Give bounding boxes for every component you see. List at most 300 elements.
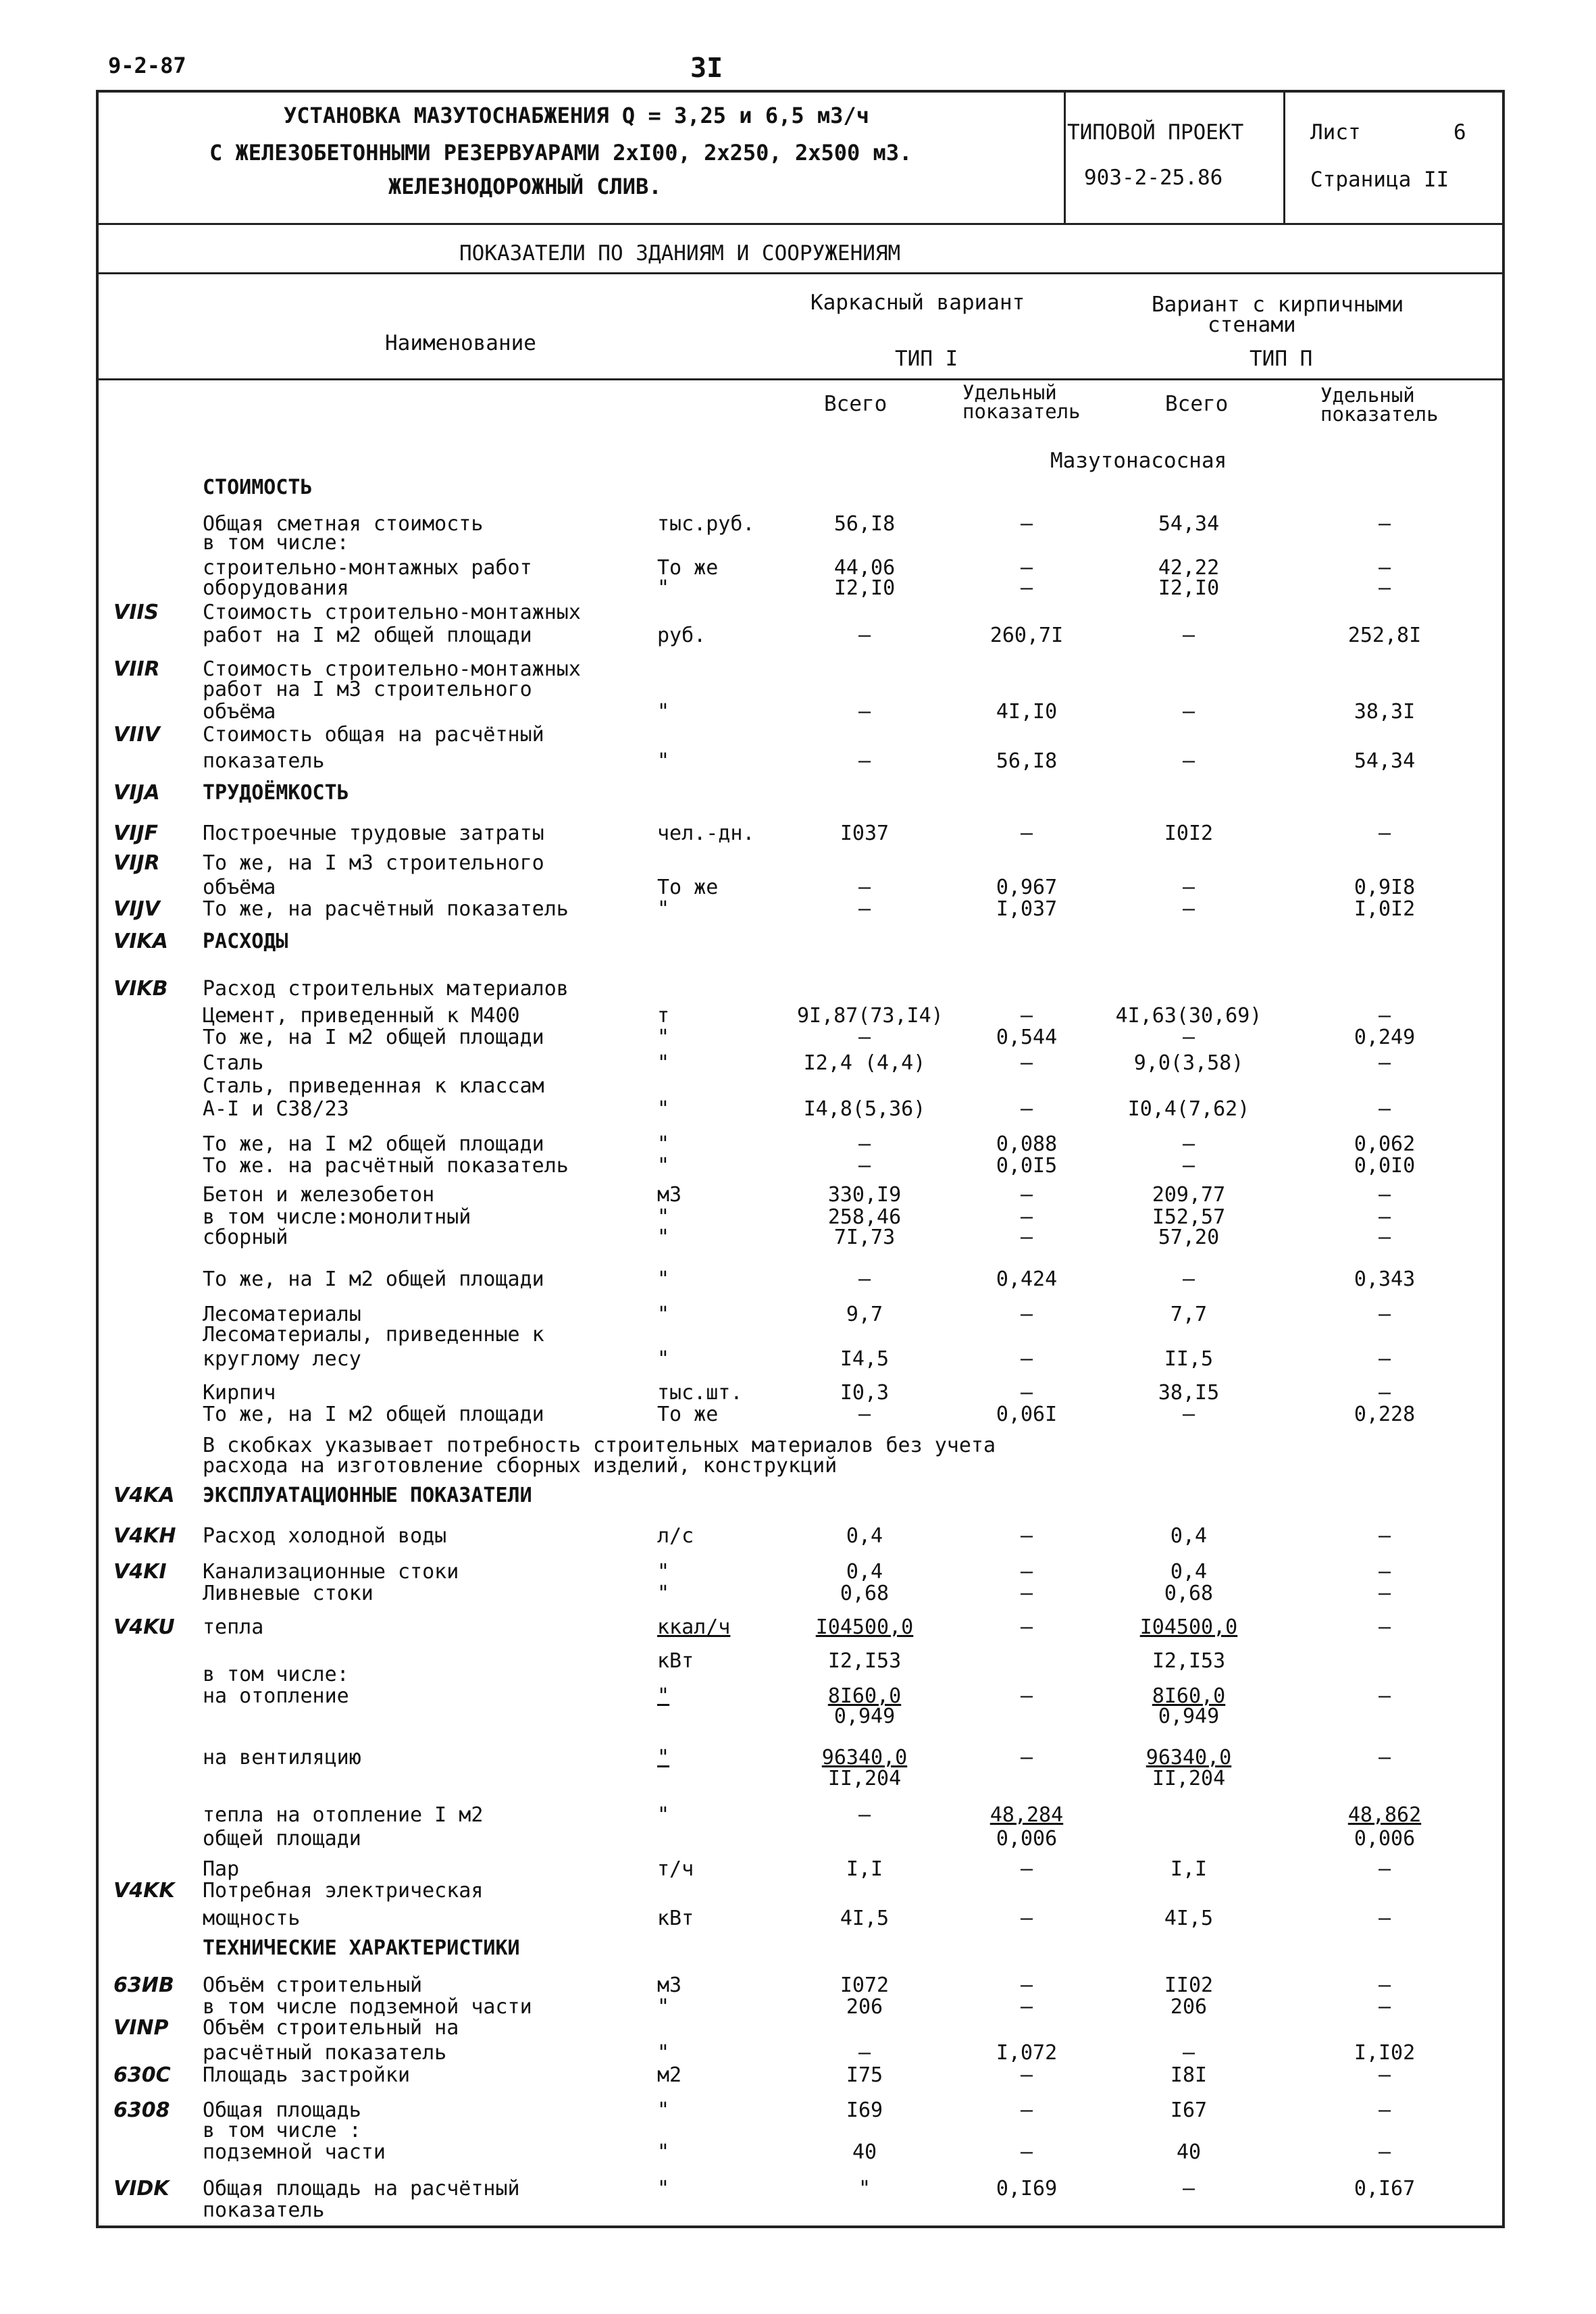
row-name: показатель — [203, 2198, 325, 2222]
cell-total-type2: – — [1182, 1154, 1195, 1178]
cell-specific-type1: – — [1020, 556, 1033, 580]
cell-specific-type1: – — [1020, 1183, 1033, 1207]
cell-total-type2: II,204 — [1152, 1767, 1226, 1790]
row-name: Пар — [203, 1857, 240, 1881]
cell-total-type1: 0,4 — [846, 1524, 883, 1548]
row-name: строительно-монтажных работ — [203, 556, 532, 580]
cell-specific-type2: 252,8I — [1347, 624, 1422, 647]
cell-total-type1: – — [858, 749, 871, 773]
cell-specific-type1: 0,006 — [996, 1827, 1058, 1851]
cell-specific-type1: 0,967 — [996, 876, 1058, 899]
row-name: работ на I м3 строительного — [203, 678, 532, 701]
total-header-1: Всего — [824, 392, 887, 416]
row-unit: ккал/ч — [657, 1615, 731, 1639]
row-name: Общая сметная стоимость — [203, 512, 484, 536]
cell-total-type2: 0,68 — [1164, 1582, 1214, 1605]
row-unit: " — [657, 1205, 670, 1229]
row-code: 63ИB — [113, 1973, 174, 1997]
page-label: Страница II — [1310, 168, 1449, 192]
row-name: расхода на изготовление сборных изделий, конструкций — [203, 1454, 838, 1478]
cell-specific-type2: I,0I2 — [1354, 897, 1416, 921]
cell-total-type1: – — [858, 1403, 871, 1426]
cell-specific-type1: – — [1020, 1684, 1033, 1708]
title-line-3: ЖЕЛЕЗНОДОРОЖНЫЙ СЛИВ. — [388, 174, 662, 199]
cell-specific-type1: – — [1020, 1524, 1033, 1548]
cell-total-type1: I4,5 — [840, 1347, 890, 1371]
cell-total-type2: – — [1182, 1267, 1195, 1291]
row-name: объёма — [203, 700, 276, 724]
cell-total-type2: I2,I53 — [1152, 1649, 1226, 1673]
cell-total-type1: 330,I9 — [827, 1183, 902, 1207]
cell-specific-type1: 4I,I0 — [996, 700, 1058, 724]
row-unit: " — [657, 576, 670, 600]
cell-total-type2: 54,34 — [1158, 512, 1220, 536]
row-name: оборудования — [203, 576, 349, 600]
row-name: общей площади — [203, 1827, 361, 1851]
row-name: Общая площадь на расчётный — [203, 2177, 520, 2200]
cell-specific-type1: – — [1020, 1381, 1033, 1405]
cell-specific-type2: – — [1378, 1615, 1391, 1639]
cell-total-type2: – — [1182, 1403, 1195, 1426]
cell-specific-type1: – — [1020, 822, 1033, 845]
row-name: Площадь застройки — [203, 2063, 411, 2087]
row-name: СТОИМОСТЬ — [203, 476, 313, 499]
row-code: VIIV — [113, 723, 160, 747]
row-unit: " — [657, 1582, 670, 1605]
cell-specific-type2: – — [1378, 1381, 1391, 1405]
cell-specific-type1: – — [1020, 1973, 1033, 1997]
cell-specific-type1: – — [1020, 2063, 1033, 2087]
cell-specific-type2: – — [1378, 1303, 1391, 1326]
row-name: мощность — [203, 1907, 301, 1930]
cell-total-type1: I69 — [846, 2098, 883, 2122]
cell-specific-type1: 0,088 — [996, 1132, 1058, 1156]
cell-total-type2: II,5 — [1164, 1347, 1214, 1371]
row-unit: л/с — [657, 1524, 694, 1548]
row-unit: " — [657, 1560, 670, 1584]
cell-total-type1: 40 — [852, 2140, 877, 2164]
row-code: VIJV — [113, 897, 160, 921]
cell-total-type2: 42,22 — [1158, 556, 1220, 580]
cell-specific-type1: 0,0I5 — [996, 1154, 1058, 1178]
cell-specific-type2: – — [1378, 1746, 1391, 1769]
cell-specific-type2: 38,3I — [1354, 700, 1416, 724]
cell-total-type1: I072 — [840, 1973, 890, 1997]
cell-specific-type2: – — [1378, 1051, 1391, 1075]
row-name: Лесоматериалы, приведенные к — [203, 1323, 544, 1347]
row-unit: То же — [657, 1403, 719, 1426]
row-code: V4KI — [113, 1560, 167, 1584]
cell-specific-type1: – — [1020, 2140, 1033, 2164]
cell-total-type2: – — [1182, 1132, 1195, 1156]
sheet-number: 6 — [1453, 120, 1466, 145]
row-code: VIIS — [113, 601, 159, 624]
row-name: Стоимость строительно-монтажных — [203, 657, 581, 681]
cell-total-type2: 7,7 — [1170, 1303, 1208, 1326]
cell-total-type1: I2,4 (4,4) — [803, 1051, 926, 1075]
row-name: Объём строительный — [203, 1973, 423, 1997]
name-header: Наименование — [385, 331, 536, 355]
row-unit: т/ч — [657, 1857, 694, 1881]
row-name: Стоимость строительно-монтажных — [203, 601, 581, 624]
cell-specific-type1: – — [1020, 1051, 1033, 1075]
cell-total-type1: I75 — [846, 2063, 883, 2087]
row-unit: " — [657, 1746, 670, 1769]
cell-specific-type2: 0,006 — [1354, 1827, 1416, 1851]
specific-header-1-line-1: Удельный — [962, 381, 1057, 404]
cell-total-type2: I2,I0 — [1158, 576, 1220, 600]
cell-specific-type1: – — [1020, 1226, 1033, 1249]
project-label: ТИПОВОЙ ПРОЕКТ — [1067, 120, 1244, 145]
row-name: расчётный показатель — [203, 2041, 447, 2065]
row-unit: " — [657, 1995, 670, 2019]
row-unit: " — [657, 2098, 670, 2122]
row-unit: То же — [657, 876, 719, 899]
title-line-1: УСТАНОВКА МАЗУТОСНАБЖЕНИЯ Q = 3,25 и 6,5 м3/ч — [284, 103, 869, 128]
cell-total-type1: – — [858, 1267, 871, 1291]
cell-specific-type2: – — [1378, 1347, 1391, 1371]
row-name: на вентиляцию — [203, 1746, 361, 1769]
cell-specific-type1: – — [1020, 1347, 1033, 1371]
row-code: VIJF — [113, 822, 159, 845]
cell-total-type2: 209,77 — [1152, 1183, 1226, 1207]
cell-total-type1: 8I60,0 — [827, 1684, 902, 1708]
row-name: То же, на расчётный показатель — [203, 897, 569, 921]
row-code: VIIR — [113, 657, 160, 681]
cell-total-type2: I67 — [1170, 2098, 1208, 2122]
row-unit: " — [657, 1267, 670, 1291]
cell-total-type2: 0,4 — [1170, 1524, 1208, 1548]
row-unit: " — [657, 1303, 670, 1326]
cell-specific-type2: 0,343 — [1354, 1267, 1416, 1291]
cell-total-type1: 258,46 — [827, 1205, 902, 1229]
row-code: V4KA — [113, 1484, 175, 1507]
cell-specific-type2: – — [1378, 1582, 1391, 1605]
row-name: Канализационные стоки — [203, 1560, 459, 1584]
row-name: Ливневые стоки — [203, 1582, 374, 1605]
variant-1-header: Каркасный вариант — [810, 291, 1025, 315]
cell-specific-type2: 0,I67 — [1354, 2177, 1416, 2200]
cell-total-type1: II,204 — [827, 1767, 902, 1790]
cell-total-type2: 0,949 — [1158, 1705, 1220, 1728]
cell-specific-type2: – — [1378, 1205, 1391, 1229]
row-code: VIKA — [113, 930, 168, 953]
cell-total-type1: – — [858, 1132, 871, 1156]
cell-total-type2: I0,4(7,62) — [1127, 1097, 1250, 1121]
title-bottom-rule — [96, 223, 1505, 225]
cell-specific-type1: 56,I8 — [996, 749, 1058, 773]
cell-specific-type1: 0,I69 — [996, 2177, 1058, 2200]
cell-total-type1: I037 — [840, 822, 890, 845]
row-name: в том числе:монолитный — [203, 1205, 471, 1229]
cell-total-type1: 7I,73 — [833, 1226, 896, 1249]
cell-total-type1: I04500,0 — [815, 1615, 914, 1639]
row-name: Стоимость общая на расчётный — [203, 723, 544, 747]
cell-total-type1: 0,949 — [833, 1705, 896, 1728]
row-unit: " — [657, 1226, 670, 1249]
cell-total-type2: 206 — [1170, 1995, 1208, 2019]
cell-total-type2: II02 — [1164, 1973, 1214, 1997]
cell-specific-type2: 0,249 — [1354, 1026, 1416, 1049]
row-name: в том числе: — [203, 1663, 349, 1686]
building-name: Мазутонасосная — [1050, 449, 1227, 473]
row-name: в том числе: — [203, 531, 349, 555]
cell-total-type2: – — [1182, 700, 1195, 724]
row-unit: м2 — [657, 2063, 682, 2087]
cell-specific-type1: – — [1020, 1582, 1033, 1605]
cell-specific-type2: – — [1378, 1907, 1391, 1930]
row-unit: " — [657, 1132, 670, 1156]
row-unit: " — [657, 1803, 670, 1827]
cell-specific-type2: 0,9I8 — [1354, 876, 1416, 899]
title-divider-2 — [1283, 90, 1285, 223]
cell-total-type1: – — [858, 2041, 871, 2065]
cell-total-type1: – — [858, 1154, 871, 1178]
row-name: Сталь, приведенная к классам — [203, 1074, 544, 1098]
row-name: То же, на I м2 общей площади — [203, 1403, 544, 1426]
page-number: 3I — [690, 53, 723, 84]
row-unit: тыс.шт. — [657, 1381, 743, 1405]
row-name: В скобках указывает потребность строительных материалов без учета — [203, 1434, 996, 1457]
cell-total-type1: 96340,0 — [821, 1746, 908, 1769]
cell-total-type1: – — [858, 624, 871, 647]
cell-specific-type2: – — [1378, 1004, 1391, 1028]
cell-specific-type2: 54,34 — [1354, 749, 1416, 773]
cell-specific-type2: 0,228 — [1354, 1403, 1416, 1426]
type-1-header: ТИП I — [895, 347, 958, 371]
cell-specific-type1: 0,424 — [996, 1267, 1058, 1291]
row-code: 6308 — [113, 2098, 170, 2122]
row-name: То же, на I м2 общей площади — [203, 1026, 544, 1049]
caption-rule — [96, 272, 1505, 274]
cell-specific-type2: – — [1378, 1684, 1391, 1708]
cell-total-type2: 8I60,0 — [1152, 1684, 1226, 1708]
cell-specific-type1: – — [1020, 1857, 1033, 1881]
row-unit: " — [657, 1154, 670, 1178]
cell-total-type1: – — [858, 897, 871, 921]
cell-specific-type1: – — [1020, 2098, 1033, 2122]
cell-total-type2: 0,4 — [1170, 1560, 1208, 1584]
cell-total-type2: 38,I5 — [1158, 1381, 1220, 1405]
cell-total-type2: 4I,5 — [1164, 1907, 1214, 1930]
row-name: То же, на I м2 общей площади — [203, 1267, 544, 1291]
row-unit: " — [657, 2140, 670, 2164]
row-name: подземной части — [203, 2140, 386, 2164]
cell-total-type2: I,I — [1170, 1857, 1208, 1881]
cell-specific-type1: – — [1020, 1004, 1033, 1028]
table-caption: ПОКАЗАТЕЛИ ПО ЗДАНИЯМ И СООРУЖЕНИЯМ — [459, 241, 901, 266]
cell-total-type2: I0I2 — [1164, 822, 1214, 845]
row-name: в том числе подземной части — [203, 1995, 532, 2019]
row-code: V4KH — [113, 1524, 176, 1548]
row-name: объёма — [203, 876, 276, 899]
cell-specific-type2: – — [1378, 822, 1391, 845]
cell-total-type1: I2,I0 — [833, 576, 896, 600]
cell-specific-type1: – — [1020, 1615, 1033, 1639]
row-name: Общая площадь — [203, 2098, 361, 2122]
sheet-label: Лист — [1310, 120, 1361, 145]
title-divider-1 — [1064, 90, 1066, 223]
cell-total-type2: 57,20 — [1158, 1226, 1220, 1249]
row-name: То же. на расчётный показатель — [203, 1154, 569, 1178]
cell-specific-type2: – — [1378, 2063, 1391, 2087]
cell-specific-type1: – — [1020, 512, 1033, 536]
row-code: V4KU — [113, 1615, 175, 1639]
cell-specific-type2: – — [1378, 1226, 1391, 1249]
row-name: на отопление — [203, 1684, 349, 1708]
cell-total-type2: – — [1182, 876, 1195, 899]
row-unit: " — [657, 749, 670, 773]
row-name: ТРУДОЁМКОСТЬ — [203, 781, 349, 805]
cell-total-type1: 0,4 — [846, 1560, 883, 1584]
cell-specific-type1: – — [1020, 1907, 1033, 1930]
cell-specific-type1: 260,7I — [989, 624, 1064, 647]
specific-header-2-line-1: Удельный — [1320, 384, 1415, 407]
cell-total-type1: 9I,87(73,I4) — [797, 1004, 944, 1028]
row-code: V4KK — [113, 1879, 175, 1903]
variant-2-header-line-2: стенами — [1208, 313, 1296, 337]
cell-total-type1: – — [858, 1803, 871, 1827]
row-unit: " — [657, 2177, 670, 2200]
row-unit: кВт — [657, 1649, 694, 1673]
cell-specific-type2: – — [1378, 1857, 1391, 1881]
cell-total-type1: 206 — [846, 1995, 883, 2019]
row-unit: То же — [657, 556, 719, 580]
cell-specific-type2: 0,0I0 — [1354, 1154, 1416, 1178]
cell-specific-type2: – — [1378, 512, 1391, 536]
row-unit: " — [657, 897, 670, 921]
row-name: Бетон и железобетон — [203, 1183, 435, 1207]
row-unit: м3 — [657, 1973, 682, 1997]
row-name: ТЕХНИЧЕСКИЕ ХАРАКТЕРИСТИКИ — [203, 1936, 520, 1960]
cell-total-type2: – — [1182, 624, 1195, 647]
row-code: VIJR — [113, 851, 160, 875]
row-unit: " — [657, 1097, 670, 1121]
row-unit: чел.-дн. — [657, 822, 755, 845]
cell-total-type1: – — [858, 1026, 871, 1049]
row-name: показатель — [203, 749, 325, 773]
row-name: работ на I м2 общей площади — [203, 624, 532, 647]
cell-specific-type2: – — [1378, 1097, 1391, 1121]
cell-total-type2: – — [1182, 2041, 1195, 2065]
cell-specific-type2: – — [1378, 576, 1391, 600]
header-rule — [96, 378, 1505, 380]
cell-total-type1: 9,7 — [846, 1303, 883, 1326]
cell-total-type1: I2,I53 — [827, 1649, 902, 1673]
row-unit: кВт — [657, 1907, 694, 1930]
cell-specific-type1: – — [1020, 1995, 1033, 2019]
cell-specific-type1: 0,06I — [996, 1403, 1058, 1426]
cell-total-type2: 9,0(3,58) — [1133, 1051, 1244, 1075]
cell-specific-type2: – — [1378, 1524, 1391, 1548]
cell-specific-type2: – — [1378, 556, 1391, 580]
cell-total-type1: 44,06 — [833, 556, 896, 580]
cell-specific-type2: – — [1378, 1995, 1391, 2019]
row-code: 630C — [113, 2063, 171, 2087]
specific-header-2-line-2: показатель — [1320, 403, 1439, 426]
cell-total-type2: 40 — [1176, 2140, 1202, 2164]
cell-specific-type1: I,037 — [996, 897, 1058, 921]
row-unit: " — [657, 1684, 670, 1708]
row-name: сборный — [203, 1226, 288, 1249]
row-name: в том числе : — [203, 2119, 361, 2142]
cell-specific-type2: 0,062 — [1354, 1132, 1416, 1156]
cell-specific-type2: – — [1378, 1183, 1391, 1207]
cell-total-type1: " — [858, 2177, 871, 2200]
cell-total-type2: 4I,63(30,69) — [1115, 1004, 1262, 1028]
row-name: Объём строительный на — [203, 2016, 459, 2040]
row-unit: " — [657, 700, 670, 724]
type-2-header: ТИП П — [1250, 347, 1313, 371]
cell-specific-type2: 48,862 — [1347, 1803, 1422, 1827]
page-id: 9-2-87 — [108, 53, 186, 78]
row-name: тепла — [203, 1615, 264, 1639]
cell-specific-type1: – — [1020, 1746, 1033, 1769]
cell-total-type2: – — [1182, 1026, 1195, 1049]
cell-total-type2: I52,57 — [1152, 1205, 1226, 1229]
cell-specific-type1: – — [1020, 1560, 1033, 1584]
row-name: Расход холодной воды — [203, 1524, 447, 1548]
cell-specific-type2: – — [1378, 1560, 1391, 1584]
row-unit: т — [657, 1004, 670, 1028]
row-name: тепла на отопление I м2 — [203, 1803, 484, 1827]
cell-total-type2: I04500,0 — [1139, 1615, 1238, 1639]
cell-total-type1: I4,8(5,36) — [803, 1097, 926, 1121]
title-line-2: С ЖЕЛЕЗОБЕТОННЫМИ РЕЗЕРВУАРАМИ 2хI00, 2х250, 2х500 м3. — [209, 140, 912, 166]
cell-specific-type1: 0,544 — [996, 1026, 1058, 1049]
row-name: То же, на I м3 строительного — [203, 851, 544, 875]
row-unit: руб. — [657, 624, 706, 647]
row-code: VIKB — [113, 977, 168, 1001]
total-header-2: Всего — [1165, 392, 1229, 416]
row-name: ЭКСПЛУАТАЦИОННЫЕ ПОКАЗАТЕЛИ — [203, 1484, 532, 1507]
cell-total-type1: 4I,5 — [840, 1907, 890, 1930]
row-name: Потребная электрическая — [203, 1879, 484, 1903]
cell-total-type2: I8I — [1170, 2063, 1208, 2087]
cell-specific-type1: 48,284 — [989, 1803, 1064, 1827]
cell-total-type1: – — [858, 876, 871, 899]
cell-specific-type2: – — [1378, 2140, 1391, 2164]
cell-specific-type2: I,I02 — [1354, 2041, 1416, 2065]
row-unit: тыс.руб. — [657, 512, 755, 536]
row-name: Построечные трудовые затраты — [203, 822, 544, 845]
row-name: Кирпич — [203, 1381, 276, 1405]
row-name: Лесоматериалы — [203, 1303, 361, 1326]
row-code: VIJA — [113, 781, 160, 805]
cell-total-type1: – — [858, 700, 871, 724]
cell-specific-type1: – — [1020, 1205, 1033, 1229]
cell-specific-type1: I,072 — [996, 2041, 1058, 2065]
cell-total-type1: 0,68 — [840, 1582, 890, 1605]
cell-total-type2: – — [1182, 2177, 1195, 2200]
cell-total-type2: 96340,0 — [1145, 1746, 1232, 1769]
row-unit: " — [657, 1026, 670, 1049]
row-unit: " — [657, 1347, 670, 1371]
cell-specific-type1: – — [1020, 1303, 1033, 1326]
row-unit: " — [657, 1051, 670, 1075]
row-name: Цемент, приведенный к М400 — [203, 1004, 520, 1028]
row-name: круглому лесу — [203, 1347, 361, 1371]
row-unit: " — [657, 2041, 670, 2065]
cell-specific-type1: – — [1020, 1097, 1033, 1121]
row-name: РАСХОДЫ — [203, 930, 288, 953]
cell-specific-type2: – — [1378, 1973, 1391, 1997]
variant-2-header-line-1: Вариант с кирпичными — [1152, 293, 1404, 317]
row-code: VIDK — [113, 2177, 170, 2200]
cell-specific-type2: – — [1378, 2098, 1391, 2122]
row-name: Сталь — [203, 1051, 264, 1075]
project-number: 903-2-25.86 — [1084, 166, 1223, 190]
